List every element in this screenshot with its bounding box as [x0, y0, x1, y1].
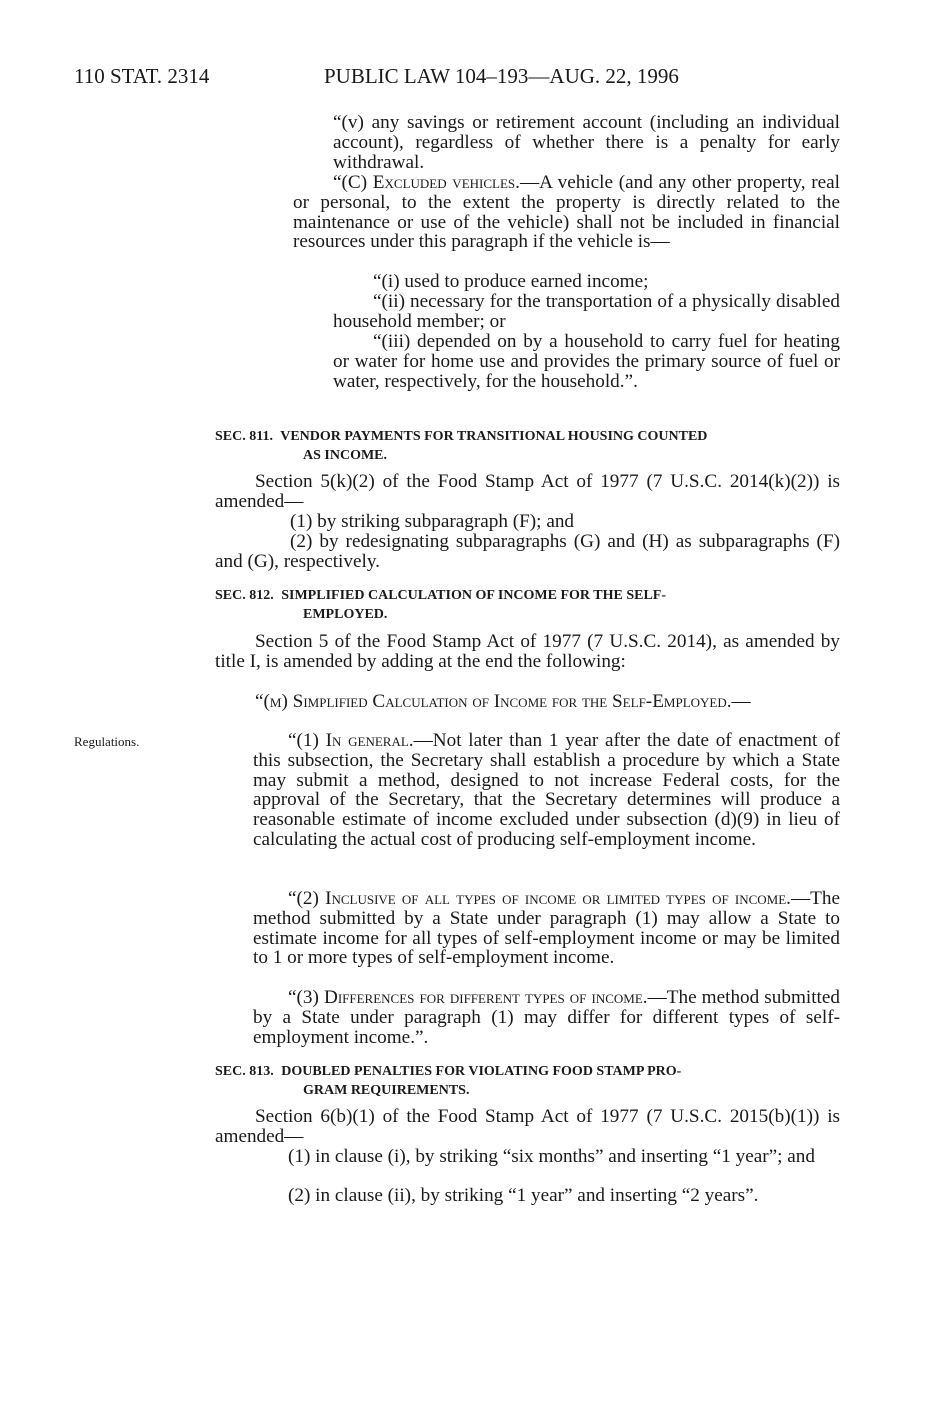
paragraph-m-3-text: —The method submitted by a State under paragraph (1) may differ for different types of self-employment income.”. — [253, 987, 840, 1048]
section-813-heading — [215, 1062, 840, 1100]
subparagraph-c-text: —A vehicle (and any other property, real or personal, to the extent the property is directly related to the maintenance or use of the vehicle) shall not be included in financial resources under this paragraph if the vehicle is— — [293, 172, 840, 253]
section-813-title-line2: GRAM REQUIREMENTS. — [303, 1083, 470, 1098]
subsection-m-heading-text: “(m) Simplified Calculation of Income for the Self-Employed.— — [255, 691, 751, 712]
section-811-heading — [215, 427, 840, 465]
section-813-number: SEC. 813. — [215, 1064, 274, 1079]
section-811-item-2-text: (2) by redesignating subparagraphs (G) and (H) as subparagraphs (F) and (G), respectively. — [215, 531, 840, 572]
section-813-item-2-text: (2) in clause (ii), by striking “1 year” and inserting “2 years”. — [288, 1185, 759, 1206]
section-811-intro — [215, 472, 840, 512]
section-813-intro-text: Section 6(b)(1) of the Food Stamp Act of 1977 (7 U.S.C. 2015(b)(1)) is amended— — [215, 1106, 840, 1147]
clause-c-ii — [333, 292, 840, 332]
page-reference: 110 STAT. 2314 — [74, 64, 210, 88]
section-812-number: SEC. 812. — [215, 588, 274, 603]
paragraph-m-2 — [253, 889, 840, 968]
clause-c-iii-text: “(iii) depended on by a household to carry fuel for heating or water for home use and provides the primary source of fuel or water, respectively, for the household.”. — [333, 331, 840, 392]
section-812-intro — [215, 632, 840, 672]
clause-c-i — [333, 272, 840, 292]
section-811-item-2 — [215, 532, 840, 572]
section-813-intro — [215, 1107, 840, 1147]
clause-v — [333, 113, 840, 172]
clause-v-text: “(v) any savings or retirement account (including an individual account), regardless of whether there is a penalty for early withdrawal. — [333, 112, 840, 173]
section-811-item-1 — [215, 512, 840, 532]
section-811-item-1-text: (1) by striking subparagraph (F); and — [290, 511, 575, 532]
paragraph-m-3 — [253, 988, 840, 1047]
paragraph-m-3-heading: “(3) Differences for different types of income. — [288, 987, 648, 1008]
clause-c-ii-text: “(ii) necessary for the transportation of a physically disabled household member; or — [333, 291, 840, 332]
section-812-intro-text: Section 5 of the Food Stamp Act of 1977 (7 U.S.C. 2014), as amended by title I, is amended by adding at the end the following: — [215, 631, 840, 672]
paragraph-m-1-heading: “(1) In general. — [288, 730, 414, 751]
section-813-item-2 — [253, 1186, 840, 1206]
paragraph-m-1-text: —Not later than 1 year after the date of enactment of this subsection, the Secretary shall establish a procedure by which a State may submit a method, designed to not increase Federal costs, for the approval of the Secretary, that the Secretary determines will produce a reasonable estimate of income excluded under subsection (d)(9) in lieu of calculating the actual cost of producing self-employment income. — [253, 730, 840, 850]
section-813-item-1 — [253, 1147, 840, 1167]
section-811-title-line1: VENDOR PAYMENTS FOR TRANSITIONAL HOUSING COUNTED — [280, 429, 708, 444]
subsection-m-heading — [215, 692, 840, 712]
section-811-title-line2: AS INCOME. — [303, 448, 388, 463]
subparagraph-c — [293, 173, 840, 252]
margin-note: Regulations. — [74, 734, 140, 749]
paragraph-m-1 — [253, 731, 840, 850]
section-812-title-line2: EMPLOYED. — [303, 607, 388, 622]
clause-c-i-text: “(i) used to produce earned income; — [373, 271, 649, 292]
section-813-item-1-text: (1) in clause (i), by striking “six months” and inserting “1 year”; and — [288, 1146, 815, 1167]
section-812-title-line1: SIMPLIFIED CALCULATION OF INCOME FOR THE SELF- — [281, 588, 667, 603]
section-813-title-line1: DOUBLED PENALTIES FOR VIOLATING FOOD STAMP PRO- — [281, 1064, 682, 1079]
clause-c-iii — [333, 332, 840, 391]
law-reference: PUBLIC LAW 104–193—AUG. 22, 1996 — [324, 64, 679, 88]
paragraph-m-2-text: —The method submitted by a State under paragraph (1) may allow a State to estimate income for all types of self-employment income or may be limited to 1 or more types of self-employment income. — [253, 888, 840, 969]
paragraph-m-2-heading: “(2) Inclusive of all types of income or limited types of income. — [288, 888, 791, 909]
section-811-intro-text: Section 5(k)(2) of the Food Stamp Act of 1977 (7 U.S.C. 2014(k)(2)) is amended— — [215, 471, 840, 512]
section-811-number: SEC. 811. — [215, 429, 273, 444]
subparagraph-c-heading: “(C) Excluded vehicles. — [333, 172, 520, 193]
section-812-heading — [215, 586, 840, 624]
